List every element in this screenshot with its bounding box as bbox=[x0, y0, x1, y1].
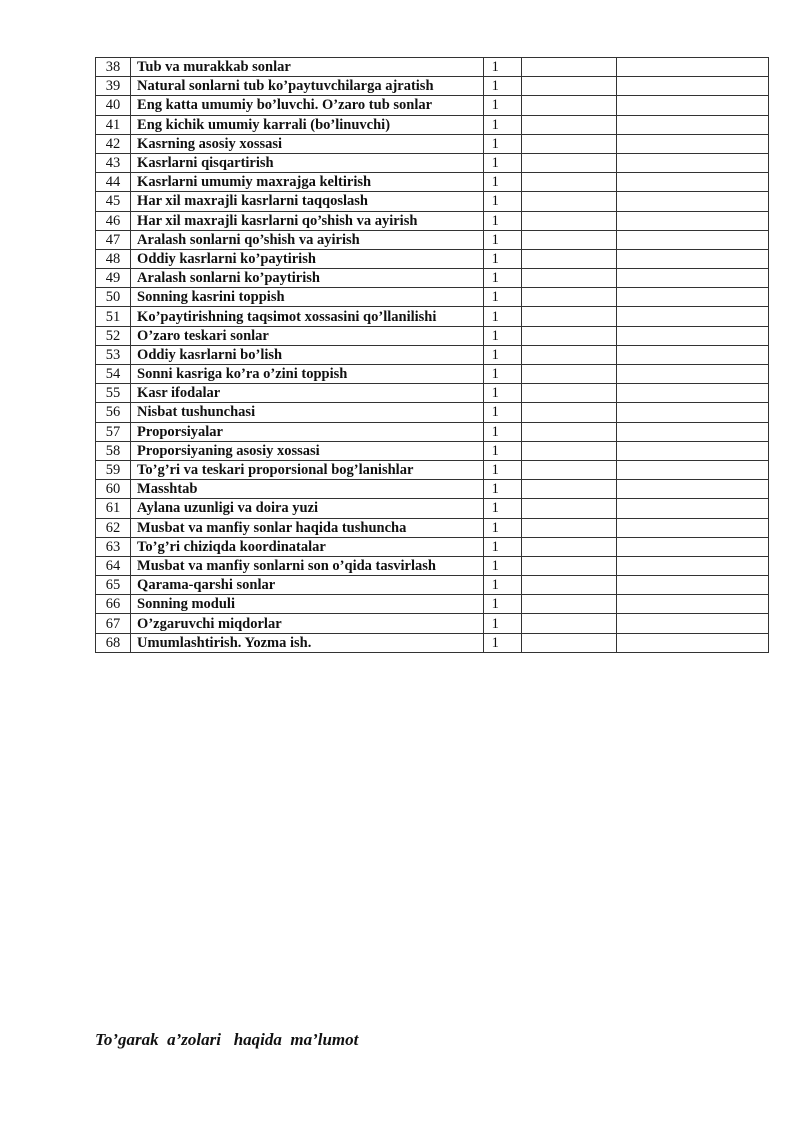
row-topic: Sonning kasrini toppish bbox=[131, 288, 484, 307]
row-topic: Proporsiyalar bbox=[131, 422, 484, 441]
row-date-actual bbox=[616, 345, 768, 364]
row-date-planned bbox=[521, 77, 616, 96]
row-date-actual bbox=[616, 192, 768, 211]
row-date-planned bbox=[521, 134, 616, 153]
row-topic: To’g’ri chiziqda koordinatalar bbox=[131, 537, 484, 556]
row-date-actual bbox=[616, 173, 768, 192]
row-topic: Sonning moduli bbox=[131, 595, 484, 614]
row-topic: Nisbat tushunchasi bbox=[131, 403, 484, 422]
row-topic: Umumlashtirish. Yozma ish. bbox=[131, 633, 484, 652]
table-row bbox=[96, 537, 769, 556]
row-hours: 1 bbox=[483, 211, 521, 230]
table-row bbox=[96, 595, 769, 614]
table-row bbox=[96, 499, 769, 518]
row-date-actual bbox=[616, 499, 768, 518]
row-date-planned bbox=[521, 249, 616, 268]
table-row bbox=[96, 230, 769, 249]
row-date-actual bbox=[616, 595, 768, 614]
row-date-planned bbox=[521, 173, 616, 192]
table-row bbox=[96, 307, 769, 326]
row-topic: Sonni kasriga ko’ra o’zini toppish bbox=[131, 365, 484, 384]
row-topic: Eng kichik umumiy karrali (bo’linuvchi) bbox=[131, 115, 484, 134]
row-topic: Musbat va manfiy sonlarni son o’qida tasvirlash bbox=[131, 556, 484, 575]
row-date-planned bbox=[521, 518, 616, 537]
row-number: 41 bbox=[96, 115, 131, 134]
row-date-planned bbox=[521, 384, 616, 403]
row-date-actual bbox=[616, 326, 768, 345]
row-number: 48 bbox=[96, 249, 131, 268]
row-topic: Oddiy kasrlarni bo’lish bbox=[131, 345, 484, 364]
row-hours: 1 bbox=[483, 403, 521, 422]
row-hours: 1 bbox=[483, 422, 521, 441]
row-date-actual bbox=[616, 153, 768, 172]
row-hours: 1 bbox=[483, 365, 521, 384]
row-topic: Oddiy kasrlarni ko’paytirish bbox=[131, 249, 484, 268]
row-hours: 1 bbox=[483, 480, 521, 499]
row-date-actual bbox=[616, 58, 768, 77]
row-number: 40 bbox=[96, 96, 131, 115]
row-number: 43 bbox=[96, 153, 131, 172]
row-topic: Masshtab bbox=[131, 480, 484, 499]
row-hours: 1 bbox=[483, 614, 521, 633]
row-date-planned bbox=[521, 633, 616, 652]
row-number: 66 bbox=[96, 595, 131, 614]
table-row bbox=[96, 576, 769, 595]
row-number: 64 bbox=[96, 556, 131, 575]
row-hours: 1 bbox=[483, 115, 521, 134]
row-number: 42 bbox=[96, 134, 131, 153]
row-date-planned bbox=[521, 537, 616, 556]
row-topic: To’g’ri va teskari proporsional bog’lanishlar bbox=[131, 460, 484, 479]
row-topic: Proporsiyaning asosiy xossasi bbox=[131, 441, 484, 460]
row-date-planned bbox=[521, 460, 616, 479]
row-topic: Kasrlarni qisqartirish bbox=[131, 153, 484, 172]
row-date-planned bbox=[521, 614, 616, 633]
row-date-actual bbox=[616, 288, 768, 307]
row-date-planned bbox=[521, 365, 616, 384]
row-date-planned bbox=[521, 576, 616, 595]
row-hours: 1 bbox=[483, 384, 521, 403]
table-row bbox=[96, 249, 769, 268]
row-hours: 1 bbox=[483, 230, 521, 249]
table-row bbox=[96, 96, 769, 115]
table-row bbox=[96, 345, 769, 364]
row-date-planned bbox=[521, 115, 616, 134]
row-hours: 1 bbox=[483, 173, 521, 192]
row-number: 67 bbox=[96, 614, 131, 633]
row-number: 51 bbox=[96, 307, 131, 326]
row-hours: 1 bbox=[483, 269, 521, 288]
row-date-planned bbox=[521, 556, 616, 575]
table-row bbox=[96, 134, 769, 153]
row-number: 54 bbox=[96, 365, 131, 384]
row-topic: Tub va murakkab sonlar bbox=[131, 58, 484, 77]
row-topic: O’zgaruvchi miqdorlar bbox=[131, 614, 484, 633]
row-topic: Aralash sonlarni ko’paytirish bbox=[131, 269, 484, 288]
row-number: 68 bbox=[96, 633, 131, 652]
row-hours: 1 bbox=[483, 537, 521, 556]
row-date-planned bbox=[521, 153, 616, 172]
row-number: 45 bbox=[96, 192, 131, 211]
row-date-actual bbox=[616, 307, 768, 326]
row-number: 46 bbox=[96, 211, 131, 230]
row-number: 52 bbox=[96, 326, 131, 345]
row-number: 61 bbox=[96, 499, 131, 518]
row-date-actual bbox=[616, 537, 768, 556]
table-row bbox=[96, 173, 769, 192]
table-row bbox=[96, 441, 769, 460]
row-hours: 1 bbox=[483, 499, 521, 518]
row-date-actual bbox=[616, 614, 768, 633]
row-topic: Musbat va manfiy sonlar haqida tushuncha bbox=[131, 518, 484, 537]
row-date-actual bbox=[616, 365, 768, 384]
table-row bbox=[96, 77, 769, 96]
row-number: 56 bbox=[96, 403, 131, 422]
row-date-planned bbox=[521, 499, 616, 518]
row-date-actual bbox=[616, 211, 768, 230]
row-date-planned bbox=[521, 192, 616, 211]
row-number: 62 bbox=[96, 518, 131, 537]
table-row bbox=[96, 403, 769, 422]
row-hours: 1 bbox=[483, 460, 521, 479]
row-date-actual bbox=[616, 77, 768, 96]
table-row bbox=[96, 422, 769, 441]
row-number: 50 bbox=[96, 288, 131, 307]
row-topic: Natural sonlarni tub ko’paytuvchilarga ajratish bbox=[131, 77, 484, 96]
row-hours: 1 bbox=[483, 192, 521, 211]
row-number: 59 bbox=[96, 460, 131, 479]
row-topic: Kasr ifodalar bbox=[131, 384, 484, 403]
table-row bbox=[96, 269, 769, 288]
row-hours: 1 bbox=[483, 633, 521, 652]
row-topic: Kasrlarni umumiy maxrajga keltirish bbox=[131, 173, 484, 192]
row-date-actual bbox=[616, 480, 768, 499]
table-row bbox=[96, 365, 769, 384]
table-row bbox=[96, 58, 769, 77]
row-number: 44 bbox=[96, 173, 131, 192]
row-number: 38 bbox=[96, 58, 131, 77]
table-row bbox=[96, 384, 769, 403]
table-row bbox=[96, 614, 769, 633]
row-hours: 1 bbox=[483, 595, 521, 614]
row-date-actual bbox=[616, 633, 768, 652]
row-hours: 1 bbox=[483, 518, 521, 537]
row-hours: 1 bbox=[483, 288, 521, 307]
row-date-planned bbox=[521, 326, 616, 345]
row-date-actual bbox=[616, 403, 768, 422]
row-number: 55 bbox=[96, 384, 131, 403]
table-row bbox=[96, 115, 769, 134]
row-date-planned bbox=[521, 403, 616, 422]
row-topic: Har xil maxrajli kasrlarni taqqoslash bbox=[131, 192, 484, 211]
row-date-actual bbox=[616, 134, 768, 153]
row-date-actual bbox=[616, 384, 768, 403]
row-hours: 1 bbox=[483, 576, 521, 595]
row-date-planned bbox=[521, 288, 616, 307]
row-hours: 1 bbox=[483, 153, 521, 172]
row-topic: Ko’paytirishning taqsimot xossasini qo’llanilishi bbox=[131, 307, 484, 326]
row-date-planned bbox=[521, 96, 616, 115]
row-hours: 1 bbox=[483, 96, 521, 115]
table-row bbox=[96, 556, 769, 575]
row-number: 57 bbox=[96, 422, 131, 441]
row-number: 53 bbox=[96, 345, 131, 364]
row-hours: 1 bbox=[483, 441, 521, 460]
table-row bbox=[96, 518, 769, 537]
row-date-actual bbox=[616, 115, 768, 134]
row-topic: O’zaro teskari sonlar bbox=[131, 326, 484, 345]
row-date-actual bbox=[616, 556, 768, 575]
row-date-actual bbox=[616, 518, 768, 537]
row-topic: Har xil maxrajli kasrlarni qo’shish va ayirish bbox=[131, 211, 484, 230]
row-hours: 1 bbox=[483, 249, 521, 268]
row-topic: Eng katta umumiy bo’luvchi. O’zaro tub sonlar bbox=[131, 96, 484, 115]
row-topic: Aylana uzunligi va doira yuzi bbox=[131, 499, 484, 518]
row-date-actual bbox=[616, 96, 768, 115]
row-date-planned bbox=[521, 211, 616, 230]
row-date-planned bbox=[521, 441, 616, 460]
row-number: 58 bbox=[96, 441, 131, 460]
lesson-plan-table bbox=[95, 57, 769, 653]
row-date-actual bbox=[616, 460, 768, 479]
row-number: 47 bbox=[96, 230, 131, 249]
row-date-planned bbox=[521, 595, 616, 614]
row-number: 65 bbox=[96, 576, 131, 595]
row-hours: 1 bbox=[483, 556, 521, 575]
row-date-actual bbox=[616, 422, 768, 441]
row-hours: 1 bbox=[483, 345, 521, 364]
row-date-planned bbox=[521, 230, 616, 249]
row-number: 60 bbox=[96, 480, 131, 499]
row-hours: 1 bbox=[483, 77, 521, 96]
row-topic: Aralash sonlarni qo’shish va ayirish bbox=[131, 230, 484, 249]
row-hours: 1 bbox=[483, 307, 521, 326]
row-number: 63 bbox=[96, 537, 131, 556]
row-date-planned bbox=[521, 269, 616, 288]
table-row bbox=[96, 326, 769, 345]
row-date-planned bbox=[521, 345, 616, 364]
row-date-actual bbox=[616, 249, 768, 268]
row-topic: Qarama-qarshi sonlar bbox=[131, 576, 484, 595]
row-hours: 1 bbox=[483, 58, 521, 77]
row-hours: 1 bbox=[483, 326, 521, 345]
row-number: 39 bbox=[96, 77, 131, 96]
row-hours: 1 bbox=[483, 134, 521, 153]
table-row bbox=[96, 288, 769, 307]
row-date-planned bbox=[521, 422, 616, 441]
table-row bbox=[96, 192, 769, 211]
row-date-planned bbox=[521, 480, 616, 499]
row-date-actual bbox=[616, 441, 768, 460]
table-row bbox=[96, 480, 769, 499]
row-date-planned bbox=[521, 58, 616, 77]
row-topic: Kasrning asosiy xossasi bbox=[131, 134, 484, 153]
row-date-planned bbox=[521, 307, 616, 326]
row-number: 49 bbox=[96, 269, 131, 288]
table-row bbox=[96, 633, 769, 652]
table-row bbox=[96, 211, 769, 230]
row-date-actual bbox=[616, 576, 768, 595]
table-row bbox=[96, 153, 769, 172]
row-date-actual bbox=[616, 269, 768, 288]
row-date-actual bbox=[616, 230, 768, 249]
section-heading: To’garak a’zolari haqida ma’lumot bbox=[95, 1030, 359, 1049]
table-row bbox=[96, 460, 769, 479]
lesson-rows bbox=[96, 58, 769, 653]
